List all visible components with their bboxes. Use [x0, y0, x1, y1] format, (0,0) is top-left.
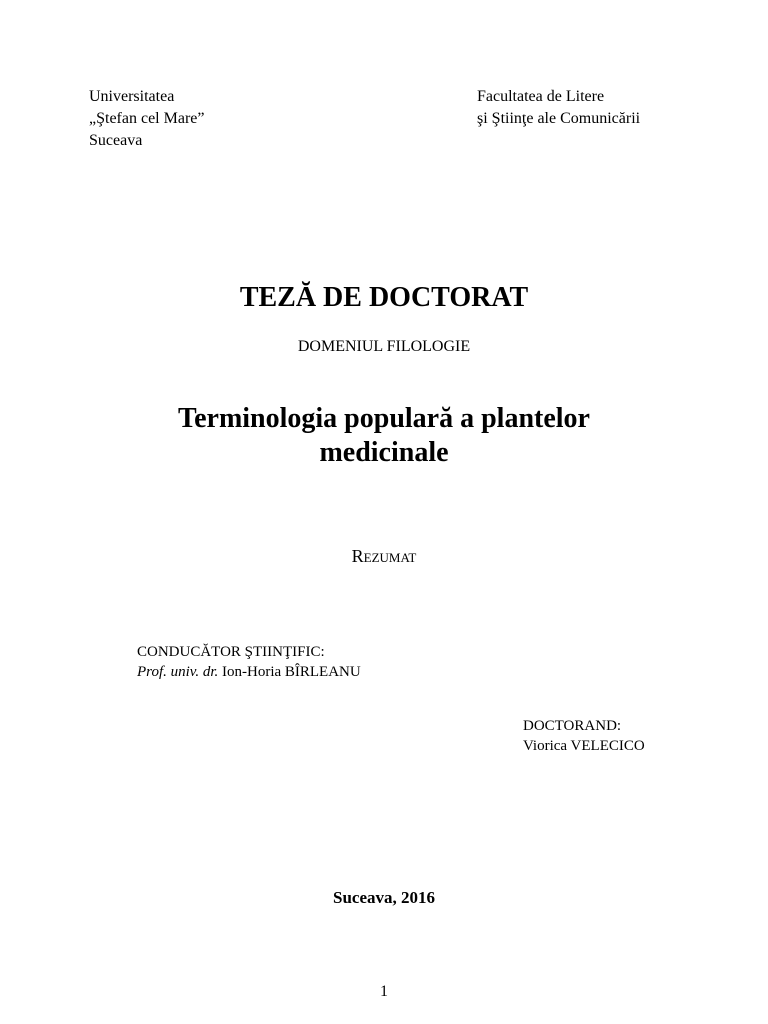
- thesis-title-line-2: medicinale: [319, 437, 449, 468]
- thesis-title: [0, 402, 768, 470]
- supervisor-title: Prof. univ. dr.: [137, 664, 219, 680]
- summary-label: Rezumat: [351, 546, 417, 566]
- faculty-line-1: Facultatea de Litere: [477, 88, 605, 105]
- domain-heading: DOMENIUL FILOLOGIE: [297, 338, 471, 355]
- city-year: Suceava, 2016: [333, 888, 435, 907]
- university-block: [89, 86, 204, 152]
- university-line-1: Universitatea: [89, 88, 175, 105]
- faculty-block: [477, 86, 640, 130]
- supervisor-label: CONDUCĂTOR ŞTIINŢIFIC:: [137, 644, 325, 660]
- faculty-line-2: şi Ştiinţe ale Comunicării: [477, 110, 641, 127]
- thesis-title-line-1: Terminologia populară a plantelor: [177, 403, 590, 434]
- supervisor-name-line: [137, 662, 361, 682]
- university-line-3: Suceava: [89, 132, 143, 149]
- thesis-type-heading: TEZĂ DE DOCTORAT: [239, 282, 529, 313]
- doctorand-name: Viorica VELECICO: [523, 738, 645, 754]
- doctorand-block: [523, 716, 645, 756]
- doctorand-label: DOCTORAND:: [523, 718, 622, 734]
- university-line-2: „Ştefan cel Mare”: [89, 110, 205, 127]
- supervisor-block: [137, 642, 361, 682]
- page-number: 1: [380, 983, 388, 1000]
- supervisor-name: Ion-Horia BÎRLEANU: [222, 664, 361, 680]
